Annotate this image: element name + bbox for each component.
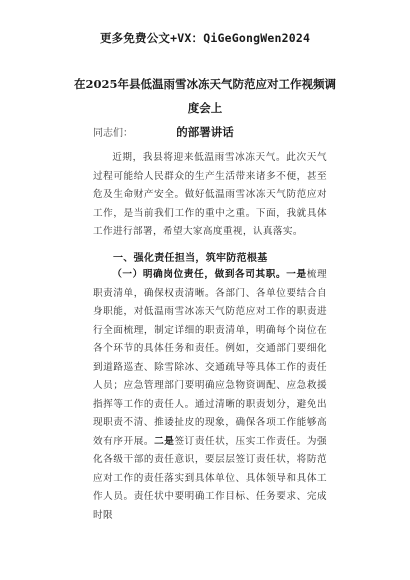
subsection-paragraph — [93, 266, 327, 525]
point-marker-2: 二是 — [154, 435, 175, 447]
point-marker-1: 一是 — [286, 269, 307, 280]
section-heading: 一、强化责任担当，筑牢防范根基 — [113, 253, 268, 264]
point-text-1: 梳理职责清单，确保权责清晰。各部门、各单位要结合自身职能，对低温雨雪冰冻天气防范应对工作的职责进行全面梳理，制定详细的职责清单，明确每个岗位在各个环节的具体任务和责任。例如，交通部门要细化到道路巡查、除雪除冰、交通疏导等具体工作的责任人员；应急管理部门要明确应急物资调配、应急救援指挥等工作的责任人。通过清晰的职责划分，避免出现职责不清、推诿扯皮的现象，确保各项工作能够高效有序开展。 — [93, 269, 327, 447]
intro-paragraph: 近期，我县将迎来低温雨雪冰冻天气。此次天气过程可能给人民群众的生产生活带来诸多不便，甚至危及生命财产安全。做好低温雨雪冰冻天气防范应对工作，是当前我们工作的重中之重。下面，我就具体工作进行部署，希望大家高度重视，认真落实。 — [93, 152, 327, 237]
salutation: 同志们： — [93, 128, 133, 139]
point-text-2: 签订责任状，压实工作责任。为强化各级干部的责任意识，要层层签订责任状，将防范应对工作的责任落实到具体单位、具体领导和具体工作人员。责任状中要明确工作目标、任务要求、完成时限 — [93, 435, 327, 521]
document-title-line2: 的部署讲话 — [176, 125, 234, 139]
watermark-header: 更多免费公文+VX：QiGeGongWen2024 — [99, 31, 311, 45]
document-title-line1: 在2025年县低温雨雪冰冻天气防范应对工作视频调度会上 — [73, 77, 336, 115]
subsection-lead: （一）明确岗位责任，做到各司其职。 — [112, 269, 287, 280]
